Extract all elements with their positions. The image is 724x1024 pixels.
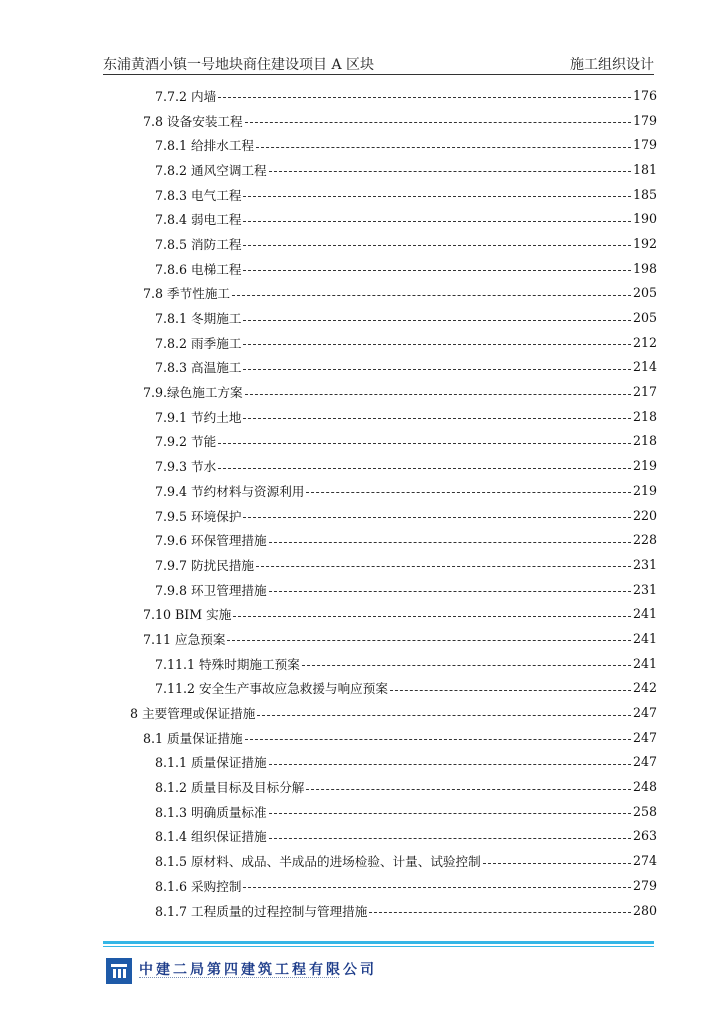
toc-entry-title: 7.11.1 特殊时期施工预案 bbox=[155, 656, 300, 672]
toc-leader-dashes bbox=[232, 294, 631, 296]
toc-leader-dashes bbox=[269, 812, 631, 814]
toc-entry[interactable] bbox=[0, 750, 724, 775]
toc-leader-dashes bbox=[245, 393, 631, 395]
toc-entry-page-number: 205 bbox=[633, 285, 658, 301]
toc-entry[interactable] bbox=[0, 527, 724, 552]
toc-entry[interactable] bbox=[0, 651, 724, 676]
toc-leader-dashes bbox=[218, 467, 631, 469]
toc-entry-page-number: 231 bbox=[633, 556, 658, 572]
toc-entry-page-number: 241 bbox=[633, 655, 658, 671]
toc-entry[interactable] bbox=[0, 108, 724, 133]
toc-entry-page-number: 218 bbox=[633, 433, 658, 449]
toc-entry-page-number: 219 bbox=[633, 458, 658, 474]
toc-leader-dashes bbox=[243, 244, 631, 246]
toc-leader-dashes bbox=[306, 491, 631, 493]
toc-leader-dashes bbox=[269, 837, 631, 839]
toc-entry-title: 7.9.7 防扰民措施 bbox=[155, 557, 255, 573]
toc-leader-dashes bbox=[269, 590, 631, 592]
toc-entry-title: 7.8 设备安装工程 bbox=[143, 113, 243, 129]
toc-entry-page-number: 241 bbox=[633, 630, 658, 646]
table-of-contents bbox=[0, 83, 724, 922]
toc-entry-title: 8.1.6 采购控制 bbox=[155, 878, 242, 894]
toc-entry-page-number: 247 bbox=[633, 754, 658, 770]
toc-entry-page-number: 198 bbox=[633, 260, 658, 276]
toc-entry-page-number: 247 bbox=[633, 705, 658, 721]
toc-entry-page-number: 228 bbox=[633, 532, 658, 548]
toc-entry-page-number: 179 bbox=[633, 112, 658, 128]
toc-entry-title: 8 主要管理或保证措施 bbox=[130, 706, 256, 722]
toc-entry-page-number: 263 bbox=[633, 828, 658, 844]
toc-entry[interactable] bbox=[0, 305, 724, 330]
toc-entry-title: 8.1.2 质量目标及目标分解 bbox=[155, 780, 305, 796]
toc-entry[interactable] bbox=[0, 231, 724, 256]
toc-leader-dashes bbox=[269, 763, 631, 765]
toc-leader-dashes bbox=[269, 541, 631, 543]
toc-entry-title: 7.9.2 节能 bbox=[155, 434, 217, 450]
toc-entry[interactable] bbox=[0, 774, 724, 799]
toc-entry-page-number: 279 bbox=[633, 877, 658, 893]
toc-entry-title: 7.9.4 节约材料与资源利用 bbox=[155, 483, 305, 499]
toc-entry-title: 8.1.4 组织保证措施 bbox=[155, 829, 267, 845]
toc-entry[interactable] bbox=[0, 379, 724, 404]
toc-leader-dashes bbox=[369, 911, 631, 913]
toc-entry-page-number: 192 bbox=[633, 235, 658, 251]
toc-entry-title: 8.1.7 工程质量的过程控制与管理措施 bbox=[155, 903, 368, 919]
toc-entry-page-number: 179 bbox=[633, 137, 658, 153]
toc-entry-page-number: 248 bbox=[633, 779, 658, 795]
toc-entry[interactable] bbox=[0, 626, 724, 651]
toc-entry-title: 7.8.2 雨季施工 bbox=[155, 335, 242, 351]
page-header bbox=[103, 50, 654, 74]
toc-entry-title: 7.10 BIM 实施 bbox=[143, 607, 232, 623]
toc-entry-title: 7.9.5 环境保护 bbox=[155, 508, 242, 524]
toc-leader-dashes bbox=[218, 442, 631, 444]
toc-entry[interactable] bbox=[0, 848, 724, 873]
toc-entry[interactable] bbox=[0, 799, 724, 824]
toc-entry-title: 7.11.2 安全生产事故应急救援与响应预案 bbox=[155, 681, 388, 697]
toc-entry-title: 7.8.1 冬期施工 bbox=[155, 311, 242, 327]
toc-entry-page-number: 205 bbox=[633, 310, 658, 326]
footer-divider bbox=[103, 941, 654, 944]
toc-leader-dashes bbox=[243, 516, 631, 518]
toc-entry-title: 8.1.3 明确质量标准 bbox=[155, 804, 267, 820]
toc-entry[interactable] bbox=[0, 83, 724, 108]
toc-leader-dashes bbox=[243, 343, 631, 345]
toc-entry[interactable] bbox=[0, 503, 724, 528]
toc-entry-page-number: 247 bbox=[633, 729, 658, 745]
toc-entry[interactable] bbox=[0, 676, 724, 701]
toc-leader-dashes bbox=[390, 689, 631, 691]
toc-entry[interactable] bbox=[0, 601, 724, 626]
toc-entry-title: 7.9.1 节约土地 bbox=[155, 409, 242, 425]
toc-leader-dashes bbox=[256, 565, 631, 567]
toc-leader-dashes bbox=[243, 368, 631, 370]
toc-leader-dashes bbox=[256, 146, 631, 148]
toc-entry[interactable] bbox=[0, 429, 724, 454]
toc-leader-dashes bbox=[243, 417, 631, 419]
toc-entry[interactable] bbox=[0, 898, 724, 923]
toc-entry-title: 7.9.8 环卫管理措施 bbox=[155, 582, 267, 598]
toc-entry-page-number: 214 bbox=[633, 359, 658, 375]
toc-leader-dashes bbox=[227, 639, 631, 641]
toc-leader-dashes bbox=[302, 664, 631, 666]
toc-entry[interactable] bbox=[0, 725, 724, 750]
toc-entry-title: 7.8.5 消防工程 bbox=[155, 236, 242, 252]
header-divider bbox=[103, 74, 654, 75]
toc-entry-title: 7.8.6 电梯工程 bbox=[155, 261, 242, 277]
toc-entry-page-number: 241 bbox=[633, 606, 658, 622]
toc-entry-page-number: 181 bbox=[633, 161, 658, 177]
toc-entry-page-number: 242 bbox=[633, 680, 658, 696]
toc-entry[interactable] bbox=[0, 478, 724, 503]
footer-company-english-line bbox=[139, 977, 339, 981]
toc-leader-dashes bbox=[243, 220, 631, 222]
toc-leader-dashes bbox=[233, 615, 631, 617]
toc-entry-title: 7.8.3 电气工程 bbox=[155, 187, 242, 203]
toc-leader-dashes bbox=[243, 319, 631, 321]
toc-leader-dashes bbox=[245, 738, 631, 740]
toc-leader-dashes bbox=[218, 96, 631, 98]
toc-entry-title: 7.7.2 内墙 bbox=[155, 88, 217, 104]
toc-entry-title: 7.8.2 通风空调工程 bbox=[155, 162, 267, 178]
toc-entry-title: 7.8 季节性施工 bbox=[143, 286, 231, 302]
toc-entry-page-number: 280 bbox=[633, 902, 658, 918]
toc-entry-page-number: 212 bbox=[633, 334, 658, 350]
toc-entry-page-number: 190 bbox=[633, 211, 658, 227]
company-logo-icon bbox=[106, 958, 132, 984]
toc-entry-title: 8.1 质量保证措施 bbox=[143, 730, 243, 746]
footer-company-name: 中建二局第四建筑工程有限公司 bbox=[139, 962, 377, 978]
toc-leader-dashes bbox=[269, 170, 631, 172]
toc-entry-page-number: 231 bbox=[633, 581, 658, 597]
toc-entry[interactable] bbox=[0, 206, 724, 231]
toc-leader-dashes bbox=[243, 886, 631, 888]
toc-leader-dashes bbox=[243, 195, 631, 197]
toc-entry[interactable] bbox=[0, 824, 724, 849]
toc-entry[interactable] bbox=[0, 577, 724, 602]
toc-entry[interactable] bbox=[0, 700, 724, 725]
toc-entry-title: 7.9.3 节水 bbox=[155, 459, 217, 475]
toc-entry[interactable] bbox=[0, 355, 724, 380]
toc-entry[interactable] bbox=[0, 132, 724, 157]
toc-entry-title: 7.9.6 环保管理措施 bbox=[155, 533, 267, 549]
toc-entry[interactable] bbox=[0, 281, 724, 306]
toc-entry-page-number: 219 bbox=[633, 482, 658, 498]
header-doc-title: 施工组织设计 bbox=[570, 57, 654, 73]
toc-entry-page-number: 220 bbox=[633, 507, 658, 523]
toc-leader-dashes bbox=[243, 269, 631, 271]
toc-entry-title: 7.8.4 弱电工程 bbox=[155, 212, 242, 228]
toc-entry-page-number: 217 bbox=[633, 384, 658, 400]
toc-entry[interactable] bbox=[0, 552, 724, 577]
toc-entry-page-number: 258 bbox=[633, 803, 658, 819]
toc-entry-title: 8.1.5 原材料、成品、半成品的进场检验、计量、试验控制 bbox=[155, 854, 481, 870]
toc-leader-dashes bbox=[245, 121, 631, 123]
toc-entry-page-number: 218 bbox=[633, 408, 658, 424]
toc-entry-title: 7.8.3 高温施工 bbox=[155, 360, 242, 376]
toc-entry-title: 8.1.1 质量保证措施 bbox=[155, 755, 267, 771]
toc-entry-page-number: 176 bbox=[633, 87, 658, 103]
toc-leader-dashes bbox=[483, 862, 631, 864]
toc-entry[interactable] bbox=[0, 404, 724, 429]
footer-divider-thin bbox=[103, 946, 654, 947]
toc-entry-title: 7.9.绿色施工方案 bbox=[143, 385, 243, 401]
toc-entry[interactable] bbox=[0, 256, 724, 281]
toc-entry-page-number: 185 bbox=[633, 186, 658, 202]
toc-leader-dashes bbox=[257, 714, 631, 716]
toc-entry-title: 7.11 应急预案 bbox=[143, 631, 226, 647]
toc-entry[interactable] bbox=[0, 453, 724, 478]
toc-entry[interactable] bbox=[0, 873, 724, 898]
toc-entry[interactable] bbox=[0, 330, 724, 355]
toc-leader-dashes bbox=[306, 788, 631, 790]
toc-entry[interactable] bbox=[0, 157, 724, 182]
header-project-title: 东浦黄酒小镇一号地块商住建设项目 A 区块 bbox=[103, 57, 375, 73]
toc-entry-title: 7.8.1 给排水工程 bbox=[155, 138, 255, 154]
toc-entry-page-number: 274 bbox=[633, 853, 658, 869]
toc-entry[interactable] bbox=[0, 182, 724, 207]
